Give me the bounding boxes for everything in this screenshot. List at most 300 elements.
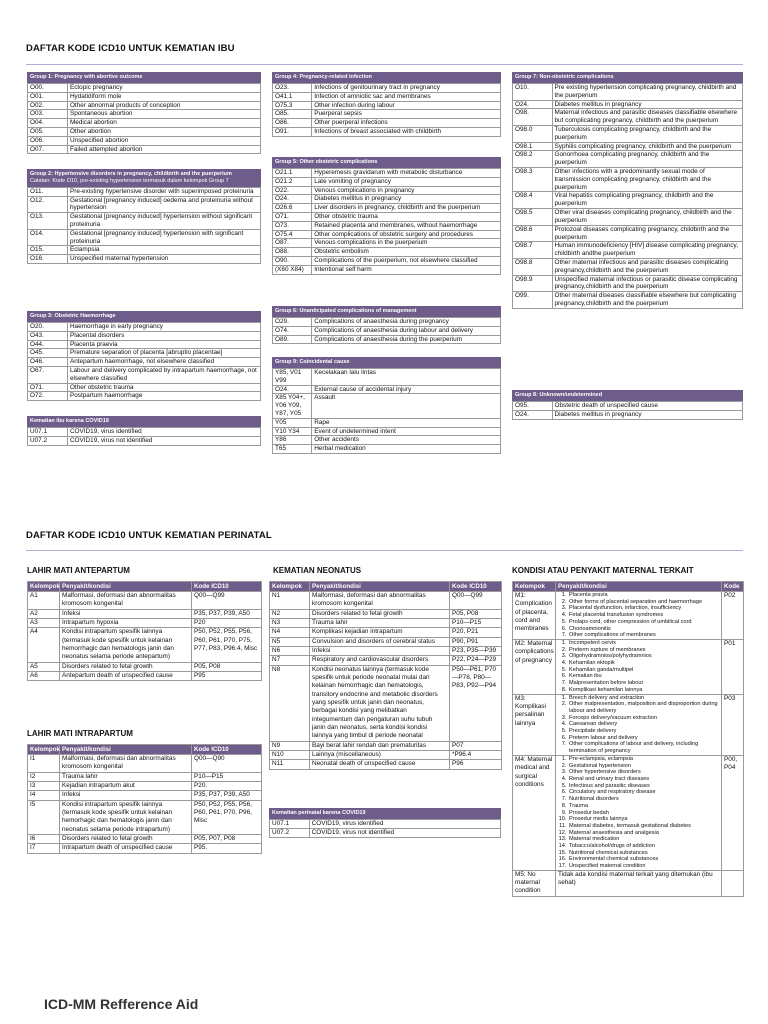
penyakit-kondisi bbox=[556, 870, 722, 896]
condition-list bbox=[558, 592, 719, 639]
kelompok-code: I4 bbox=[28, 791, 60, 800]
icd-description: Haemorrhage in early pregnancy bbox=[67, 322, 260, 331]
table-row bbox=[273, 110, 501, 119]
list-item: 6. Circulatory and respiratory disease bbox=[568, 789, 719, 796]
condition-list bbox=[558, 756, 719, 870]
icd-description: Rape bbox=[312, 418, 501, 427]
icd10-code: P10—P15 bbox=[192, 772, 262, 781]
icd10-code: P05, P07, P08 bbox=[192, 834, 262, 843]
icd10-code: Q00—Q99 bbox=[450, 592, 502, 610]
list-item: 10. Prosedur medis lainnya bbox=[568, 816, 719, 823]
group-header bbox=[512, 72, 743, 83]
kelompok-code: M1: Complication of placenta, cord and membranes bbox=[513, 592, 556, 640]
table-row bbox=[28, 255, 261, 264]
group-title: Kematian perinatal karena COVID19 bbox=[272, 810, 366, 816]
table-row bbox=[513, 870, 744, 896]
icd10-code: P35, P37, P39, A50 bbox=[192, 609, 262, 618]
table-row bbox=[273, 83, 501, 92]
list-item: 8. Komplikasi kehamilan lainnya bbox=[568, 687, 719, 694]
group-7 bbox=[512, 72, 743, 309]
icd-code: O98.5 bbox=[513, 209, 553, 226]
icd-description: Infection of amniotic sac and membranes bbox=[312, 92, 501, 101]
icd-code: O12. bbox=[28, 196, 68, 213]
group-header bbox=[27, 416, 261, 427]
icd10-code: P01 bbox=[722, 639, 744, 694]
icd10-code: P10—P15 bbox=[450, 618, 502, 627]
group-title: Group 9: Coincidental cause bbox=[275, 359, 350, 365]
icd-description: Other infection during labour bbox=[312, 101, 501, 110]
icd-description: Complications of anaesthesia during labour and delivery bbox=[312, 326, 501, 335]
icd-code: O05. bbox=[28, 127, 68, 136]
list-item: 2. Other malpresentation, malposition and disproportion during labour and delivery bbox=[568, 701, 719, 714]
table-row bbox=[273, 248, 501, 257]
penyakit-kondisi bbox=[556, 592, 722, 640]
group-header bbox=[272, 157, 501, 168]
group-header bbox=[27, 72, 261, 83]
table-row bbox=[270, 656, 502, 665]
table-row bbox=[28, 592, 262, 610]
group-title: Group 2: Hypertensive disorders in pregnancy, childbirth and the puerperium bbox=[30, 171, 232, 177]
antepartum-table bbox=[27, 581, 261, 681]
icd-code: O07. bbox=[28, 145, 68, 154]
group-title: Group 6: Unanticipated complications of management bbox=[275, 308, 417, 314]
icd-description: Pre-existing hypertensive disorder with superimposed proteinuria bbox=[67, 187, 260, 196]
icd10-code: P02 bbox=[722, 592, 744, 640]
condition-text: Tidak ada kondisi maternal terkait yang ditemukan (ibu sehat) bbox=[558, 870, 713, 887]
icd-description: Late vomiting of pregnancy bbox=[312, 177, 501, 186]
table-row bbox=[273, 265, 501, 274]
icd-code: O24. bbox=[273, 385, 312, 394]
col-penyakit: Penyakit/kondisi bbox=[60, 745, 192, 755]
list-item: 2. Other forms of placental separation and haemorrhage bbox=[568, 599, 719, 606]
group-4 bbox=[272, 72, 501, 137]
icd-code: O02. bbox=[28, 101, 68, 110]
icd-code: O85. bbox=[273, 110, 312, 119]
table-row bbox=[28, 671, 262, 680]
icd-description: Viral hepatitis complicating pregnancy, childbirth and the puerperium bbox=[552, 192, 743, 209]
icd-description: Gonorrhoea complicating pregnancy, childbirth and the puerperium bbox=[552, 151, 743, 168]
table-row bbox=[273, 212, 501, 221]
table-row bbox=[28, 83, 261, 92]
icd-code: O71. bbox=[273, 212, 312, 221]
icd10-code: P22, P24—P29 bbox=[450, 656, 502, 665]
list-item: 5. Kehamilan ganda/multipel bbox=[568, 667, 719, 674]
table-row bbox=[270, 592, 502, 610]
group-header bbox=[272, 357, 501, 368]
table-row bbox=[273, 177, 501, 186]
list-item: 7. Malpresentation before labour bbox=[568, 680, 719, 687]
icd-code: X85 Y04+, Y06 Y09, Y87, Y05 bbox=[273, 394, 312, 418]
icd-code: O74. bbox=[273, 326, 312, 335]
table-row bbox=[273, 445, 501, 454]
list-item: 3. Placental dysfunction, infarction, insufficiency bbox=[568, 605, 719, 612]
icd-code: O20. bbox=[28, 322, 68, 331]
penyakit-kondisi bbox=[556, 694, 722, 755]
icd-code: O01. bbox=[28, 92, 68, 101]
table-row bbox=[28, 358, 261, 367]
icd-description: COVID19, virus not identified bbox=[309, 828, 500, 837]
icd-code: O29. bbox=[273, 317, 312, 326]
penyakit-kondisi: Kejadian intrapartum akut bbox=[60, 781, 192, 790]
icd-code: Y10 Y34 bbox=[273, 427, 312, 436]
table-row bbox=[270, 819, 501, 828]
table-row bbox=[28, 229, 261, 246]
penyakit-kondisi: Convulsion and disorders of cerebral status bbox=[310, 637, 450, 646]
table-row bbox=[273, 326, 501, 335]
icd-code: O98.3 bbox=[513, 168, 553, 192]
penyakit-kondisi: Trauma lahir bbox=[60, 772, 192, 781]
table-row bbox=[28, 844, 262, 853]
table-row bbox=[28, 331, 261, 340]
table-row bbox=[270, 609, 502, 618]
group-3 bbox=[27, 311, 261, 401]
col-kode: Kode bbox=[722, 582, 744, 592]
list-item: 4. Kehamilan ektopik bbox=[568, 660, 719, 667]
table-row bbox=[28, 92, 261, 101]
icd-code: O91. bbox=[273, 127, 312, 136]
icd10-code: P50, P52, P55, P56, P60, P61, P70, P75, P77, P83, P96.4, Misc bbox=[192, 628, 262, 662]
list-item: 3. Oligohydramnios/polyhydramnios bbox=[568, 653, 719, 660]
icd-description: Obstetric embolism bbox=[312, 248, 501, 257]
table-row bbox=[28, 662, 262, 671]
icd-code: O98.0 bbox=[513, 125, 553, 142]
icd-description: Liver disorders in pregnancy, childbirth and the puerperium bbox=[312, 204, 501, 213]
list-item: 4. Fetal placental transfusion syndromes bbox=[568, 612, 719, 619]
list-item: 17. Unspecified maternal condition bbox=[568, 863, 719, 870]
icd-code: O00. bbox=[28, 83, 68, 92]
icd-code: O22. bbox=[273, 186, 312, 195]
list-item: 7. Other complications of membranes bbox=[568, 632, 719, 639]
table-row bbox=[513, 410, 743, 419]
table-row bbox=[273, 385, 501, 394]
icd-description: COVID19, virus not identified bbox=[67, 436, 260, 445]
icd10-code: P96 bbox=[450, 760, 502, 769]
penyakit-kondisi: Respiratory and cardiovascular disorders bbox=[310, 656, 450, 665]
icd-description: Protozoal diseases complicating pregnancy, childbirth and the puerperium bbox=[552, 225, 743, 242]
kelompok-code: N1 bbox=[270, 592, 310, 610]
icd10-code: P90, P91 bbox=[450, 637, 502, 646]
penyakit-kondisi: Disorders related to fetal growth bbox=[60, 662, 192, 671]
icd-description: Placenta praevia bbox=[67, 340, 260, 349]
table-row bbox=[513, 292, 743, 309]
icd-code: O88. bbox=[273, 248, 312, 257]
table-row bbox=[273, 335, 501, 344]
list-item: 11. Maternal diabetes, termasuk gestational diabetes bbox=[568, 823, 719, 830]
col-kode: Kode ICD10 bbox=[192, 745, 262, 755]
penyakit-kondisi: Malformasi, deformasi dan abnormalitas kromosom kongenital bbox=[60, 592, 192, 610]
kelompok-code: A5 bbox=[28, 662, 60, 671]
group-2 bbox=[27, 169, 261, 264]
table-row bbox=[270, 828, 501, 837]
icd-code: Y85, V01 V99 bbox=[273, 368, 312, 385]
table-row bbox=[273, 394, 501, 418]
group-title: Group 7: Non-obstetric complications bbox=[515, 74, 614, 80]
icd10-code: P03 bbox=[722, 694, 744, 755]
icd10-code: P20, P21 bbox=[450, 628, 502, 637]
icd10-code: P05, P08 bbox=[192, 662, 262, 671]
icd10-code: P95. bbox=[192, 844, 262, 853]
group-covid-ibu bbox=[27, 416, 261, 446]
group-title: Group 3: Obstetric Haemorrhage bbox=[30, 313, 116, 319]
col-kelompok: Kelompok bbox=[513, 582, 556, 592]
icd-description: Retained placenta and membranes, without haemorrhage bbox=[312, 221, 501, 230]
icd-description: Venous complications in the puerperium bbox=[312, 239, 501, 248]
icd-code: Y05 bbox=[273, 418, 312, 427]
list-item: 3. Other hypertensive disorders bbox=[568, 769, 719, 776]
icd-code: O90. bbox=[273, 257, 312, 266]
table-row bbox=[273, 186, 501, 195]
table-row bbox=[273, 92, 501, 101]
list-item: 6. Preterm labour and delivery bbox=[568, 735, 719, 742]
table-row bbox=[273, 257, 501, 266]
table-row bbox=[513, 242, 743, 259]
table-row bbox=[28, 436, 261, 445]
group-1 bbox=[27, 72, 261, 154]
icd-description: Placental disorders bbox=[67, 331, 260, 340]
icd10-code: P23, P35—P39 bbox=[450, 646, 502, 655]
kelompok-code: I3 bbox=[28, 781, 60, 790]
table-row bbox=[273, 317, 501, 326]
icd-code: U07.1 bbox=[270, 819, 310, 828]
intrapartum-title: LAHIR MATI INTRAPARTUM bbox=[27, 729, 133, 738]
icd-code: O98.1 bbox=[513, 142, 553, 151]
table-row bbox=[273, 168, 501, 177]
table-row bbox=[513, 192, 743, 209]
icd-description: Puerperal sepsis bbox=[312, 110, 501, 119]
icd-code: Y86 bbox=[273, 436, 312, 445]
table-row bbox=[270, 628, 502, 637]
icd-description: Labour and delivery complicated by intrapartum haemorrhage, not elsewhere classified bbox=[67, 366, 260, 383]
kelompok-code: A1 bbox=[28, 592, 60, 610]
penyakit-kondisi: Infeksi bbox=[60, 609, 192, 618]
icd-description: COVID19, virus identified bbox=[309, 819, 500, 828]
kelompok-code: N2 bbox=[270, 609, 310, 618]
group-header bbox=[512, 390, 743, 401]
list-item: 1. Pre-eclampsia, eclampsia bbox=[568, 756, 719, 763]
icd-description: Other maternal infectious and parasitic diseases complicating pregnancy,childbirth and the puerperium bbox=[552, 258, 743, 275]
icd-code: T65 bbox=[273, 445, 312, 454]
icd-description: Eclampsia bbox=[67, 246, 260, 255]
kelompok-code: A3 bbox=[28, 618, 60, 627]
icd-description: Unspecified maternal hypertension bbox=[67, 255, 260, 264]
list-item: 4. Caesarean delivery bbox=[568, 721, 719, 728]
table-row bbox=[513, 592, 744, 640]
icd-description: Other viral diseases complicating pregnancy, childbirth and the puerperium bbox=[552, 209, 743, 226]
table-row bbox=[28, 628, 262, 662]
table-row bbox=[513, 694, 744, 755]
kelompok-code: N8 bbox=[270, 665, 310, 741]
kelompok-code: I6 bbox=[28, 834, 60, 843]
table-row bbox=[273, 101, 501, 110]
table-row bbox=[513, 275, 743, 292]
icd-code: O87. bbox=[273, 239, 312, 248]
list-item: 4. Renal and urinary tract diseases bbox=[568, 776, 719, 783]
list-item: 1. Incompetent cervix bbox=[568, 640, 719, 647]
table-row bbox=[28, 196, 261, 213]
penyakit-kondisi: Komplikasi kejadian intrapartum bbox=[310, 628, 450, 637]
table-row bbox=[513, 258, 743, 275]
list-item: 16. Environmental chemical substances bbox=[568, 856, 719, 863]
icd-description: Human immunodeficiency [HIV] disease complicating pregnancy, childbirth andthe puerperium bbox=[552, 242, 743, 259]
neonatus-title: KEMATIAN NEONATUS bbox=[273, 566, 362, 575]
icd-description: Other infections with a predominantly sexual mode of transmission complicating pregnancy, childbirth and the puerperium bbox=[552, 168, 743, 192]
group-header bbox=[269, 808, 501, 819]
icd-code: O10. bbox=[513, 83, 553, 100]
icd-code: U07.1 bbox=[28, 427, 68, 436]
condition-list bbox=[558, 640, 719, 694]
icd-description: Other obstetric trauma bbox=[312, 212, 501, 221]
title-kematian-ibu: DAFTAR KODE ICD10 UNTUK KEMATIAN IBU bbox=[26, 43, 235, 54]
list-item: 14. Tobacco/alcohol/drugs of addiction bbox=[568, 843, 719, 850]
icd-code: O99. bbox=[513, 292, 553, 309]
icd-description: Gestational [pregnancy induced] hypertension without significant proteinuria bbox=[67, 213, 260, 230]
kelompok-code: I1 bbox=[28, 755, 60, 773]
kelompok-code: I5 bbox=[28, 800, 60, 834]
table-row bbox=[28, 755, 262, 773]
table-row bbox=[28, 427, 261, 436]
penyakit-kondisi: Disorders related to fetal growth bbox=[310, 609, 450, 618]
list-item: 9. Prosedur bedah bbox=[568, 810, 719, 817]
table-row bbox=[273, 195, 501, 204]
icd10-code: P50, P52, P55, P56, P60, P61, P70, P96, Misc bbox=[192, 800, 262, 834]
icd-description: Hyperemesis gravidarum with metabolic disturbance bbox=[312, 168, 501, 177]
group-title: Kematian ibu karena COVID19 bbox=[30, 418, 109, 424]
icd-code: O95. bbox=[513, 401, 553, 410]
table-row bbox=[270, 741, 502, 750]
icd-code: O24. bbox=[273, 195, 312, 204]
group-title: Group 1: Pregnancy with abortive outcome bbox=[30, 74, 143, 80]
icd-code: O75.3 bbox=[273, 101, 312, 110]
table-row bbox=[28, 392, 261, 401]
penyakit-kondisi: Lainnya (miscellaneous) bbox=[310, 750, 450, 759]
table-row bbox=[28, 772, 262, 781]
penyakit-kondisi: Intrapartum hypoxia bbox=[60, 618, 192, 627]
icd-description: Kecelakaan lalu lintas bbox=[312, 368, 501, 385]
icd-code: O98.2 bbox=[513, 151, 553, 168]
table-row bbox=[513, 151, 743, 168]
icd-description: Gestational [pregnancy induced] hypertension with significant proteinuria bbox=[67, 229, 260, 246]
penyakit-kondisi: Antepartum death of unspecified cause bbox=[60, 671, 192, 680]
icd-description: Complications of anaesthesia during the puerperium bbox=[312, 335, 501, 344]
table-row bbox=[28, 110, 261, 119]
penyakit-kondisi: Neonatal death of unspecified cause bbox=[310, 760, 450, 769]
table-row bbox=[513, 639, 744, 694]
icd10-code: Q00—Q90 bbox=[192, 755, 262, 773]
penyakit-kondisi: Kondisi intrapartum spesifik lainnya (termasuk kode spesifik untuk kelainan hemorhagic dan hematologis janin dan neonatus selama periode intrapartum) bbox=[60, 800, 192, 834]
kelompok-code: I7 bbox=[28, 844, 60, 853]
icd-description: Unspecified maternal infectious or parasitic disease complicating pregnancy,childbirth and the puerperium bbox=[552, 275, 743, 292]
icd-description: Medical abortion bbox=[67, 119, 260, 128]
group-8 bbox=[512, 390, 743, 420]
penyakit-kondisi: Kondisi neonatus lainnya (termasuk kode spesifik untuk periode neonatal mulai dari kelainan hemorrhagic dan hematologis, transitory endocrine and metabolic disorders yang spesifik untuk janin dan neonatus, berbagai kondisi yang melibatkan integumentum dan pengaturan suhu tubuh janin dan neonatus, serta kondisi kondisi lainnya yang timbul di periode neonatal bbox=[310, 665, 450, 741]
icd-code: O46. bbox=[28, 358, 68, 367]
icd10-code bbox=[722, 870, 744, 896]
icd-description: Diabetes mellitus in pregnancy bbox=[552, 100, 743, 109]
icd-code: O04. bbox=[28, 119, 68, 128]
table-row bbox=[513, 168, 743, 192]
penyakit-kondisi: Intrapartum death of unspecified cause bbox=[60, 844, 192, 853]
table-row bbox=[28, 101, 261, 110]
group-title: Group 8: Unknown/undetermined bbox=[515, 392, 603, 398]
list-item: 5. Infectious and parasitic diseases bbox=[568, 783, 719, 790]
table-row bbox=[28, 246, 261, 255]
table-row bbox=[273, 119, 501, 128]
kelompok-code: I2 bbox=[28, 772, 60, 781]
group-note: Catatan: Kode O10, pre-existing hypertension termasuk dalam kelompok Group 7 bbox=[30, 177, 229, 184]
icd-description: Postpartum haemorrhage bbox=[67, 392, 260, 401]
icd-code: O43. bbox=[28, 331, 68, 340]
icd-code: U07.2 bbox=[28, 436, 68, 445]
col-penyakit: Penyakit/kondisi bbox=[556, 582, 722, 592]
icd-description: Other puerperal infections bbox=[312, 119, 501, 128]
icd-code: (X60 X84) bbox=[273, 265, 312, 274]
group-header bbox=[272, 306, 501, 317]
icd-description: Herbal medication bbox=[312, 445, 501, 454]
intrapartum-table bbox=[27, 744, 261, 854]
list-item: 7. Nutritional disorders bbox=[568, 796, 719, 803]
table-row bbox=[513, 225, 743, 242]
list-item: 15. Nutritional chemical substances bbox=[568, 850, 719, 857]
icd10-code: P95 bbox=[192, 671, 262, 680]
kelompok-code: M5: No maternal condition bbox=[513, 870, 556, 896]
penyakit-kondisi bbox=[556, 755, 722, 870]
icd-code: O41.1 bbox=[273, 92, 312, 101]
condition-list bbox=[558, 695, 719, 755]
table-row bbox=[28, 349, 261, 358]
table-row bbox=[270, 618, 502, 627]
icd-code: O11. bbox=[28, 187, 68, 196]
icd-description: Other accidents bbox=[312, 436, 501, 445]
icd-code: O98. bbox=[513, 109, 553, 126]
table-row bbox=[28, 618, 262, 627]
icd-code: O98.7 bbox=[513, 242, 553, 259]
icd-code: O98.9 bbox=[513, 275, 553, 292]
icd-description: Unspecified abortion bbox=[67, 136, 260, 145]
neonatus-table bbox=[269, 581, 501, 770]
table-row bbox=[273, 418, 501, 427]
icd-description: Diabetes mellitus in pregnancy bbox=[312, 195, 501, 204]
list-item: 5. Prolaps cord, other compression of umbilical cord bbox=[568, 619, 719, 626]
icd-code: U07.2 bbox=[270, 828, 310, 837]
icd10-code: P20 bbox=[192, 618, 262, 627]
kelompok-code: M3: Komplikasi persalinan lainnya bbox=[513, 694, 556, 755]
icd-description: Gestational [pregnancy induced] oedema and proteinuria without hypertension bbox=[67, 196, 260, 213]
table-row bbox=[270, 637, 502, 646]
icd10-code: P07 bbox=[450, 741, 502, 750]
table-row bbox=[28, 366, 261, 383]
list-item: 7. Other complications of labour and delivery, including termination of pregnancy bbox=[568, 741, 719, 754]
icd10-code: P20. bbox=[192, 781, 262, 790]
icd-description: Infections of breast associated with childbirth bbox=[312, 127, 501, 136]
table-row bbox=[28, 781, 262, 790]
table-row bbox=[513, 109, 743, 126]
col-penyakit: Penyakit/kondisi bbox=[60, 582, 192, 592]
list-item: 13. Maternal medication bbox=[568, 836, 719, 843]
icd-description: Failed attempted abortion bbox=[67, 145, 260, 154]
kelompok-code: A4 bbox=[28, 628, 60, 662]
col-kode: Kode ICD10 bbox=[192, 582, 262, 592]
icd-code: O24. bbox=[513, 410, 553, 419]
table-row bbox=[270, 665, 502, 741]
icd-description: Complications of anaesthesia during pregnancy bbox=[312, 317, 501, 326]
penyakit-kondisi: Disorders related to fetal growth bbox=[60, 834, 192, 843]
icd-code: O44. bbox=[28, 340, 68, 349]
maternal-title: KONDISI ATAU PENYAKIT MATERNAL TERKAIT bbox=[512, 566, 694, 575]
kelompok-code: N11 bbox=[270, 760, 310, 769]
divider bbox=[26, 550, 743, 551]
table-row bbox=[28, 791, 262, 800]
icd-description: Other obstetric trauma bbox=[67, 383, 260, 392]
